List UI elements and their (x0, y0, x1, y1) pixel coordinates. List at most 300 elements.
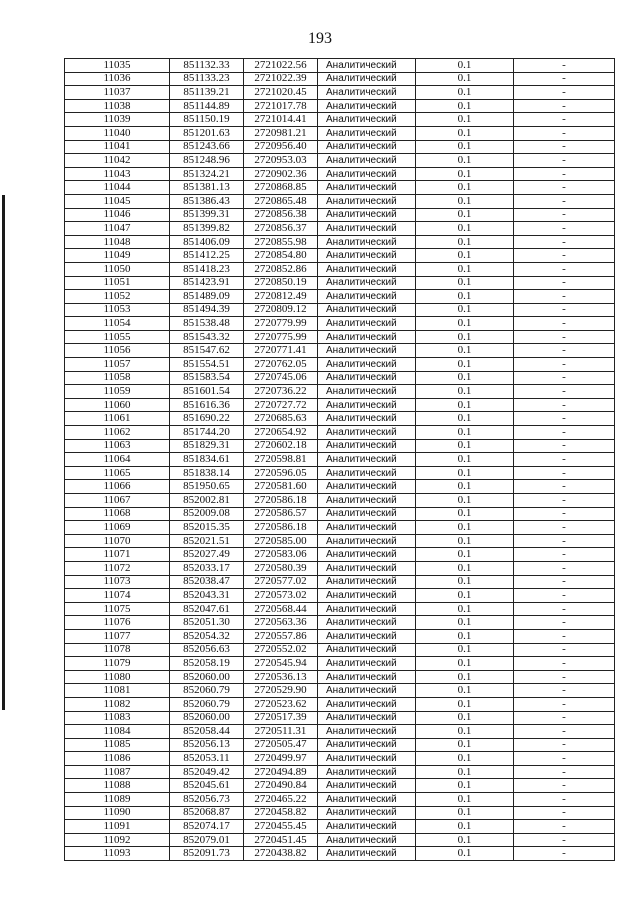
method-cell: Аналитический (318, 59, 416, 73)
accuracy-cell: 0.1 (416, 358, 514, 372)
x-coordinate-cell: 852009.08 (170, 507, 244, 521)
y-coordinate-cell: 2721022.56 (244, 59, 318, 73)
point-number-cell: 11036 (65, 72, 170, 86)
accuracy-cell: 0.1 (416, 670, 514, 684)
point-number-cell: 11051 (65, 276, 170, 290)
note-cell: - (514, 765, 615, 779)
y-coordinate-cell: 2720855.98 (244, 235, 318, 249)
note-cell: - (514, 262, 615, 276)
y-coordinate-cell: 2720856.38 (244, 208, 318, 222)
table-row (65, 765, 615, 779)
table-row (65, 344, 615, 358)
x-coordinate-cell: 851386.43 (170, 194, 244, 208)
point-number-cell: 11047 (65, 222, 170, 236)
point-number-cell: 11048 (65, 235, 170, 249)
table-row (65, 561, 615, 575)
table-row (65, 303, 615, 317)
method-cell: Аналитический (318, 697, 416, 711)
y-coordinate-cell: 2720586.18 (244, 521, 318, 535)
method-cell: Аналитический (318, 684, 416, 698)
note-cell: - (514, 616, 615, 630)
method-cell: Аналитический (318, 181, 416, 195)
note-cell: - (514, 657, 615, 671)
table-row (65, 290, 615, 304)
x-coordinate-cell: 851554.51 (170, 358, 244, 372)
point-number-cell: 11083 (65, 711, 170, 725)
note-cell: - (514, 167, 615, 181)
method-cell: Аналитический (318, 140, 416, 154)
note-cell: - (514, 643, 615, 657)
note-cell: - (514, 833, 615, 847)
table-row (65, 670, 615, 684)
point-number-cell: 11087 (65, 765, 170, 779)
point-number-cell: 11074 (65, 589, 170, 603)
accuracy-cell: 0.1 (416, 208, 514, 222)
method-cell: Аналитический (318, 194, 416, 208)
y-coordinate-cell: 2720727.72 (244, 398, 318, 412)
note-cell: - (514, 725, 615, 739)
x-coordinate-cell: 851829.31 (170, 439, 244, 453)
table-row (65, 548, 615, 562)
table-row (65, 72, 615, 86)
y-coordinate-cell: 2720856.37 (244, 222, 318, 236)
table-row (65, 317, 615, 331)
y-coordinate-cell: 2720771.41 (244, 344, 318, 358)
point-number-cell: 11073 (65, 575, 170, 589)
accuracy-cell: 0.1 (416, 752, 514, 766)
y-coordinate-cell: 2720438.82 (244, 847, 318, 861)
x-coordinate-cell: 851744.20 (170, 426, 244, 440)
method-cell: Аналитический (318, 426, 416, 440)
accuracy-cell: 0.1 (416, 167, 514, 181)
point-number-cell: 11076 (65, 616, 170, 630)
point-number-cell: 11075 (65, 602, 170, 616)
x-coordinate-cell: 851406.09 (170, 235, 244, 249)
accuracy-cell: 0.1 (416, 439, 514, 453)
point-number-cell: 11053 (65, 303, 170, 317)
point-number-cell: 11039 (65, 113, 170, 127)
accuracy-cell: 0.1 (416, 99, 514, 113)
method-cell: Аналитический (318, 398, 416, 412)
note-cell: - (514, 670, 615, 684)
y-coordinate-cell: 2721014.41 (244, 113, 318, 127)
point-number-cell: 11093 (65, 847, 170, 861)
method-cell: Аналитический (318, 249, 416, 263)
x-coordinate-cell: 852068.87 (170, 806, 244, 820)
method-cell: Аналитический (318, 548, 416, 562)
table-row (65, 725, 615, 739)
x-coordinate-cell: 851494.39 (170, 303, 244, 317)
x-coordinate-cell: 852015.35 (170, 521, 244, 535)
accuracy-cell: 0.1 (416, 806, 514, 820)
accuracy-cell: 0.1 (416, 711, 514, 725)
x-coordinate-cell: 851139.21 (170, 86, 244, 100)
method-cell: Аналитический (318, 208, 416, 222)
method-cell: Аналитический (318, 752, 416, 766)
x-coordinate-cell: 852060.00 (170, 711, 244, 725)
x-coordinate-cell: 852054.32 (170, 629, 244, 643)
table-row (65, 820, 615, 834)
table-row (65, 167, 615, 181)
y-coordinate-cell: 2720736.22 (244, 385, 318, 399)
accuracy-cell: 0.1 (416, 765, 514, 779)
point-number-cell: 11072 (65, 561, 170, 575)
accuracy-cell: 0.1 (416, 561, 514, 575)
accuracy-cell: 0.1 (416, 616, 514, 630)
x-coordinate-cell: 852060.79 (170, 697, 244, 711)
note-cell: - (514, 426, 615, 440)
accuracy-cell: 0.1 (416, 344, 514, 358)
note-cell: - (514, 453, 615, 467)
note-cell: - (514, 181, 615, 195)
point-number-cell: 11040 (65, 126, 170, 140)
accuracy-cell: 0.1 (416, 847, 514, 861)
table-row (65, 208, 615, 222)
x-coordinate-cell: 851616.36 (170, 398, 244, 412)
x-coordinate-cell: 851601.54 (170, 385, 244, 399)
x-coordinate-cell: 852091.73 (170, 847, 244, 861)
x-coordinate-cell: 851150.19 (170, 113, 244, 127)
note-cell: - (514, 738, 615, 752)
x-coordinate-cell: 852049.42 (170, 765, 244, 779)
y-coordinate-cell: 2720745.06 (244, 371, 318, 385)
y-coordinate-cell: 2720573.02 (244, 589, 318, 603)
y-coordinate-cell: 2720868.85 (244, 181, 318, 195)
x-coordinate-cell: 852021.51 (170, 534, 244, 548)
point-number-cell: 11067 (65, 494, 170, 508)
point-number-cell: 11088 (65, 779, 170, 793)
accuracy-cell: 0.1 (416, 466, 514, 480)
note-cell: - (514, 466, 615, 480)
note-cell: - (514, 521, 615, 535)
method-cell: Аналитический (318, 711, 416, 725)
accuracy-cell: 0.1 (416, 262, 514, 276)
method-cell: Аналитический (318, 290, 416, 304)
point-number-cell: 11079 (65, 657, 170, 671)
note-cell: - (514, 59, 615, 73)
y-coordinate-cell: 2720762.05 (244, 358, 318, 372)
method-cell: Аналитический (318, 262, 416, 276)
y-coordinate-cell: 2720685.63 (244, 412, 318, 426)
y-coordinate-cell: 2720577.02 (244, 575, 318, 589)
x-coordinate-cell: 852053.11 (170, 752, 244, 766)
point-number-cell: 11091 (65, 820, 170, 834)
accuracy-cell: 0.1 (416, 154, 514, 168)
method-cell: Аналитический (318, 439, 416, 453)
method-cell: Аналитический (318, 72, 416, 86)
y-coordinate-cell: 2720596.05 (244, 466, 318, 480)
table-row (65, 629, 615, 643)
accuracy-cell: 0.1 (416, 385, 514, 399)
method-cell: Аналитический (318, 385, 416, 399)
table-row (65, 181, 615, 195)
note-cell: - (514, 303, 615, 317)
x-coordinate-cell: 851144.89 (170, 99, 244, 113)
note-cell: - (514, 222, 615, 236)
accuracy-cell: 0.1 (416, 833, 514, 847)
table-row (65, 602, 615, 616)
y-coordinate-cell: 2720523.62 (244, 697, 318, 711)
point-number-cell: 11082 (65, 697, 170, 711)
table-row (65, 847, 615, 861)
method-cell: Аналитический (318, 847, 416, 861)
note-cell: - (514, 507, 615, 521)
y-coordinate-cell: 2720598.81 (244, 453, 318, 467)
method-cell: Аналитический (318, 833, 416, 847)
y-coordinate-cell: 2720953.03 (244, 154, 318, 168)
y-coordinate-cell: 2720465.22 (244, 793, 318, 807)
y-coordinate-cell: 2720850.19 (244, 276, 318, 290)
table-row (65, 793, 615, 807)
table-row (65, 276, 615, 290)
y-coordinate-cell: 2720852.86 (244, 262, 318, 276)
method-cell: Аналитический (318, 507, 416, 521)
point-number-cell: 11078 (65, 643, 170, 657)
accuracy-cell: 0.1 (416, 303, 514, 317)
accuracy-cell: 0.1 (416, 657, 514, 671)
point-number-cell: 11066 (65, 480, 170, 494)
accuracy-cell: 0.1 (416, 534, 514, 548)
y-coordinate-cell: 2720455.45 (244, 820, 318, 834)
method-cell: Аналитический (318, 616, 416, 630)
y-coordinate-cell: 2720981.21 (244, 126, 318, 140)
method-cell: Аналитический (318, 738, 416, 752)
table-row (65, 534, 615, 548)
y-coordinate-cell: 2720854.80 (244, 249, 318, 263)
table-row (65, 806, 615, 820)
note-cell: - (514, 126, 615, 140)
table-row (65, 575, 615, 589)
y-coordinate-cell: 2720536.13 (244, 670, 318, 684)
method-cell: Аналитический (318, 561, 416, 575)
accuracy-cell: 0.1 (416, 589, 514, 603)
note-cell: - (514, 629, 615, 643)
note-cell: - (514, 480, 615, 494)
y-coordinate-cell: 2720583.06 (244, 548, 318, 562)
point-number-cell: 11059 (65, 385, 170, 399)
x-coordinate-cell: 851248.96 (170, 154, 244, 168)
y-coordinate-cell: 2721017.78 (244, 99, 318, 113)
point-number-cell: 11042 (65, 154, 170, 168)
point-number-cell: 11054 (65, 317, 170, 331)
table-row (65, 262, 615, 276)
y-coordinate-cell: 2720586.18 (244, 494, 318, 508)
accuracy-cell: 0.1 (416, 222, 514, 236)
method-cell: Аналитический (318, 657, 416, 671)
page-number: 193 (308, 30, 332, 47)
note-cell: - (514, 86, 615, 100)
point-number-cell: 11038 (65, 99, 170, 113)
method-cell: Аналитический (318, 453, 416, 467)
x-coordinate-cell: 851583.54 (170, 371, 244, 385)
table-row (65, 235, 615, 249)
note-cell: - (514, 820, 615, 834)
table-row (65, 113, 615, 127)
accuracy-cell: 0.1 (416, 684, 514, 698)
x-coordinate-cell: 852074.17 (170, 820, 244, 834)
table-row (65, 194, 615, 208)
y-coordinate-cell: 2720812.49 (244, 290, 318, 304)
note-cell: - (514, 779, 615, 793)
y-coordinate-cell: 2720809.12 (244, 303, 318, 317)
table-row (65, 439, 615, 453)
y-coordinate-cell: 2720511.31 (244, 725, 318, 739)
table-row (65, 697, 615, 711)
accuracy-cell: 0.1 (416, 779, 514, 793)
accuracy-cell: 0.1 (416, 548, 514, 562)
x-coordinate-cell: 851538.48 (170, 317, 244, 331)
x-coordinate-cell: 851690.22 (170, 412, 244, 426)
accuracy-cell: 0.1 (416, 59, 514, 73)
table-row (65, 521, 615, 535)
x-coordinate-cell: 851834.61 (170, 453, 244, 467)
point-number-cell: 11068 (65, 507, 170, 521)
accuracy-cell: 0.1 (416, 426, 514, 440)
x-coordinate-cell: 852047.61 (170, 602, 244, 616)
table-row (65, 412, 615, 426)
table-row (65, 711, 615, 725)
table-row (65, 99, 615, 113)
point-number-cell: 11046 (65, 208, 170, 222)
accuracy-cell: 0.1 (416, 181, 514, 195)
x-coordinate-cell: 852060.79 (170, 684, 244, 698)
point-number-cell: 11065 (65, 466, 170, 480)
x-coordinate-cell: 852056.63 (170, 643, 244, 657)
y-coordinate-cell: 2720517.39 (244, 711, 318, 725)
method-cell: Аналитический (318, 820, 416, 834)
method-cell: Аналитический (318, 575, 416, 589)
y-coordinate-cell: 2720505.47 (244, 738, 318, 752)
table-row (65, 249, 615, 263)
note-cell: - (514, 371, 615, 385)
table-row (65, 140, 615, 154)
accuracy-cell: 0.1 (416, 412, 514, 426)
point-number-cell: 11060 (65, 398, 170, 412)
x-coordinate-cell: 852033.17 (170, 561, 244, 575)
x-coordinate-cell: 851132.33 (170, 59, 244, 73)
y-coordinate-cell: 2720552.02 (244, 643, 318, 657)
x-coordinate-cell: 852058.44 (170, 725, 244, 739)
table-row (65, 738, 615, 752)
note-cell: - (514, 385, 615, 399)
point-number-cell: 11084 (65, 725, 170, 739)
accuracy-cell: 0.1 (416, 371, 514, 385)
y-coordinate-cell: 2720557.86 (244, 629, 318, 643)
note-cell: - (514, 548, 615, 562)
table-row (65, 589, 615, 603)
accuracy-cell: 0.1 (416, 507, 514, 521)
coordinates-table (64, 58, 615, 861)
note-cell: - (514, 317, 615, 331)
note-cell: - (514, 140, 615, 154)
x-coordinate-cell: 852079.01 (170, 833, 244, 847)
x-coordinate-cell: 851201.63 (170, 126, 244, 140)
point-number-cell: 11086 (65, 752, 170, 766)
point-number-cell: 11044 (65, 181, 170, 195)
table-row (65, 684, 615, 698)
method-cell: Аналитический (318, 126, 416, 140)
method-cell: Аналитический (318, 167, 416, 181)
point-number-cell: 11085 (65, 738, 170, 752)
table-row (65, 86, 615, 100)
point-number-cell: 11057 (65, 358, 170, 372)
note-cell: - (514, 194, 615, 208)
accuracy-cell: 0.1 (416, 86, 514, 100)
accuracy-cell: 0.1 (416, 602, 514, 616)
method-cell: Аналитический (318, 371, 416, 385)
accuracy-cell: 0.1 (416, 453, 514, 467)
method-cell: Аналитический (318, 589, 416, 603)
x-coordinate-cell: 851243.66 (170, 140, 244, 154)
x-coordinate-cell: 852002.81 (170, 494, 244, 508)
point-number-cell: 11045 (65, 194, 170, 208)
accuracy-cell: 0.1 (416, 820, 514, 834)
method-cell: Аналитический (318, 99, 416, 113)
method-cell: Аналитический (318, 521, 416, 535)
method-cell: Аналитический (318, 765, 416, 779)
accuracy-cell: 0.1 (416, 126, 514, 140)
x-coordinate-cell: 851543.32 (170, 330, 244, 344)
point-number-cell: 11077 (65, 629, 170, 643)
y-coordinate-cell: 2721022.39 (244, 72, 318, 86)
accuracy-cell: 0.1 (416, 521, 514, 535)
table-row (65, 330, 615, 344)
note-cell: - (514, 561, 615, 575)
x-coordinate-cell: 851418.23 (170, 262, 244, 276)
method-cell: Аналитический (318, 303, 416, 317)
table-row (65, 371, 615, 385)
x-coordinate-cell: 851399.82 (170, 222, 244, 236)
table-row (65, 126, 615, 140)
method-cell: Аналитический (318, 779, 416, 793)
note-cell: - (514, 847, 615, 861)
accuracy-cell: 0.1 (416, 235, 514, 249)
y-coordinate-cell: 2720529.90 (244, 684, 318, 698)
y-coordinate-cell: 2721020.45 (244, 86, 318, 100)
note-cell: - (514, 697, 615, 711)
method-cell: Аналитический (318, 154, 416, 168)
y-coordinate-cell: 2720545.94 (244, 657, 318, 671)
method-cell: Аналитический (318, 793, 416, 807)
y-coordinate-cell: 2720568.44 (244, 602, 318, 616)
note-cell: - (514, 575, 615, 589)
method-cell: Аналитический (318, 276, 416, 290)
accuracy-cell: 0.1 (416, 249, 514, 263)
accuracy-cell: 0.1 (416, 140, 514, 154)
accuracy-cell: 0.1 (416, 494, 514, 508)
accuracy-cell: 0.1 (416, 317, 514, 331)
point-number-cell: 11055 (65, 330, 170, 344)
x-coordinate-cell: 852045.61 (170, 779, 244, 793)
point-number-cell: 11063 (65, 439, 170, 453)
method-cell: Аналитический (318, 629, 416, 643)
x-coordinate-cell: 851399.31 (170, 208, 244, 222)
y-coordinate-cell: 2720581.60 (244, 480, 318, 494)
table-row (65, 385, 615, 399)
note-cell: - (514, 235, 615, 249)
table-row (65, 752, 615, 766)
method-cell: Аналитический (318, 725, 416, 739)
accuracy-cell: 0.1 (416, 643, 514, 657)
method-cell: Аналитический (318, 602, 416, 616)
accuracy-cell: 0.1 (416, 398, 514, 412)
y-coordinate-cell: 2720779.99 (244, 317, 318, 331)
point-number-cell: 11041 (65, 140, 170, 154)
table-row (65, 616, 615, 630)
note-cell: - (514, 602, 615, 616)
note-cell: - (514, 711, 615, 725)
accuracy-cell: 0.1 (416, 480, 514, 494)
